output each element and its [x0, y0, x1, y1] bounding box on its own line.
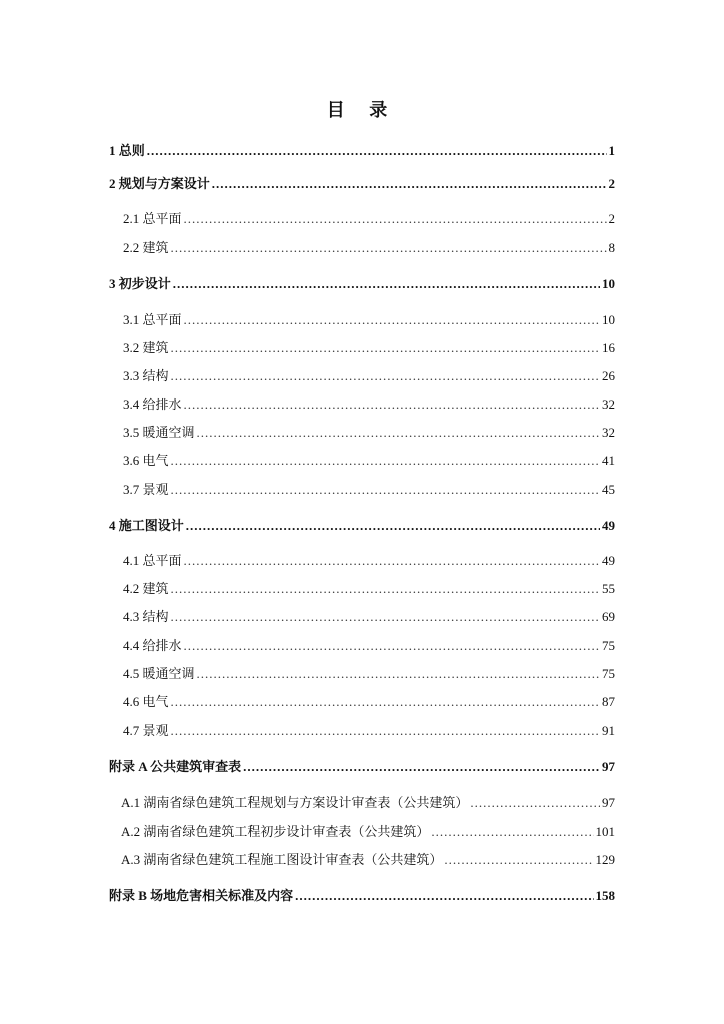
toc-entry-label: 4.2 建筑	[123, 581, 169, 596]
toc-entry[interactable]	[109, 759, 615, 775]
toc-entry-page-number: 1	[608, 143, 615, 158]
dot-leader	[147, 143, 607, 159]
toc-entry-page-number: 69	[602, 609, 615, 624]
toc-entry[interactable]	[123, 609, 615, 625]
toc-entry-page-number: 97	[602, 759, 615, 774]
toc-entry-label: 附录 A 公共建筑审查表	[109, 759, 242, 774]
toc-entry-page-number: 91	[602, 723, 615, 738]
toc-entry[interactable]	[109, 888, 615, 904]
toc-entry-page-number: 16	[602, 340, 615, 355]
toc-entry[interactable]	[123, 240, 615, 256]
toc-entry-page-number: 10	[602, 276, 615, 291]
dot-leader	[171, 340, 600, 356]
toc-entry-label: 3.5 暖通空调	[123, 425, 195, 440]
toc-entry[interactable]	[123, 666, 615, 682]
page-title: 目 录	[326, 100, 398, 120]
toc-entry-page-number: 75	[602, 666, 615, 681]
dot-leader	[171, 694, 600, 710]
dot-leader	[184, 638, 600, 654]
dot-leader	[184, 211, 607, 227]
toc-entry-page-number: 26	[602, 368, 615, 383]
toc-entry-page-number: 75	[602, 638, 615, 653]
dot-leader	[295, 888, 593, 904]
dot-leader	[171, 368, 600, 384]
toc-entry-label: 4 施工图设计	[109, 518, 184, 533]
toc-entry[interactable]	[121, 852, 615, 868]
dot-leader	[197, 666, 600, 682]
toc-entry[interactable]	[109, 276, 615, 292]
toc-entry-page-number: 55	[602, 581, 615, 596]
toc-entry-label: A.2 湖南省绿色建筑工程初步设计审查表（公共建筑）	[121, 824, 430, 839]
dot-leader	[212, 176, 607, 192]
toc-entry-label: 3.6 电气	[123, 453, 169, 468]
toc-entry[interactable]	[123, 482, 615, 498]
toc-entry[interactable]	[123, 553, 615, 569]
dot-leader	[184, 397, 600, 413]
dot-leader	[171, 482, 600, 498]
toc-entry-page-number: 2	[608, 211, 615, 226]
dot-leader	[243, 759, 600, 775]
toc-entry-label: 4.6 电气	[123, 694, 169, 709]
toc-entry[interactable]	[123, 638, 615, 654]
toc-entry[interactable]	[109, 176, 615, 192]
toc-entry-label: 4.4 给排水	[123, 638, 182, 653]
toc-entry-page-number: 41	[602, 453, 615, 468]
toc-entry-page-number: 10	[602, 312, 615, 327]
toc-entry[interactable]	[121, 824, 615, 840]
toc-entry[interactable]	[123, 211, 615, 227]
toc-entry[interactable]	[121, 795, 615, 811]
toc-entry-label: 4.5 暖通空调	[123, 666, 195, 681]
toc-entry-page-number: 32	[602, 397, 615, 412]
toc-entry-label: 2 规划与方案设计	[109, 176, 210, 191]
toc-entry[interactable]	[123, 340, 615, 356]
toc-entry-label: 4.1 总平面	[123, 553, 182, 568]
dot-leader	[431, 824, 593, 840]
toc-entry-label: 3 初步设计	[109, 276, 171, 291]
toc-entry-label: 1 总则	[109, 143, 145, 158]
toc-entry[interactable]	[123, 453, 615, 469]
toc-entry-page-number: 8	[608, 240, 615, 255]
dot-leader	[171, 453, 600, 469]
toc-entry-label: A.3 湖南省绿色建筑工程施工图设计审查表（公共建筑）	[121, 852, 443, 867]
dot-leader	[470, 795, 600, 811]
toc-entry-label: 3.2 建筑	[123, 340, 169, 355]
dot-leader	[184, 553, 600, 569]
dot-leader	[444, 852, 593, 868]
toc-entry-page-number: 49	[602, 518, 615, 533]
dot-leader	[173, 276, 600, 292]
dot-leader	[171, 723, 600, 739]
toc-entry-label: 2.1 总平面	[123, 211, 182, 226]
toc-entry-page-number: 87	[602, 694, 615, 709]
toc-entry-page-number: 129	[595, 852, 615, 867]
toc-entry-label: 3.4 给排水	[123, 397, 182, 412]
toc-entry-page-number: 32	[602, 425, 615, 440]
toc-entry-page-number: 45	[602, 482, 615, 497]
toc-entry[interactable]	[109, 143, 615, 159]
toc-entry-label: 2.2 建筑	[123, 240, 169, 255]
toc-entry-label: 3.1 总平面	[123, 312, 182, 327]
toc-entry[interactable]	[123, 581, 615, 597]
dot-leader	[171, 240, 607, 256]
toc-entry-page-number: 158	[595, 888, 615, 903]
dot-leader	[171, 581, 600, 597]
toc-entry-label: 3.3 结构	[123, 368, 169, 383]
toc-entry[interactable]	[123, 312, 615, 328]
toc-entry-label: 4.7 景观	[123, 723, 169, 738]
toc-entry-label: 3.7 景观	[123, 482, 169, 497]
toc-entry-page-number: 2	[608, 176, 615, 191]
toc-entry-page-number: 49	[602, 553, 615, 568]
toc-entry[interactable]	[123, 723, 615, 739]
dot-leader	[186, 518, 600, 534]
dot-leader	[184, 312, 600, 328]
dot-leader	[197, 425, 600, 441]
toc-entry[interactable]	[123, 397, 615, 413]
toc-entry[interactable]	[123, 694, 615, 710]
toc-entry-page-number: 101	[595, 824, 615, 839]
toc-entry-label: 附录 B 场地危害相关标准及内容	[109, 888, 294, 903]
toc-entry-label: 4.3 结构	[123, 609, 169, 624]
dot-leader	[171, 609, 600, 625]
toc-entry-page-number: 97	[602, 795, 615, 810]
toc-entry[interactable]	[123, 425, 615, 441]
toc-entry-label: A.1 湖南省绿色建筑工程规划与方案设计审查表（公共建筑）	[121, 795, 469, 810]
toc-entry[interactable]	[123, 368, 615, 384]
toc-entry[interactable]	[109, 518, 615, 534]
